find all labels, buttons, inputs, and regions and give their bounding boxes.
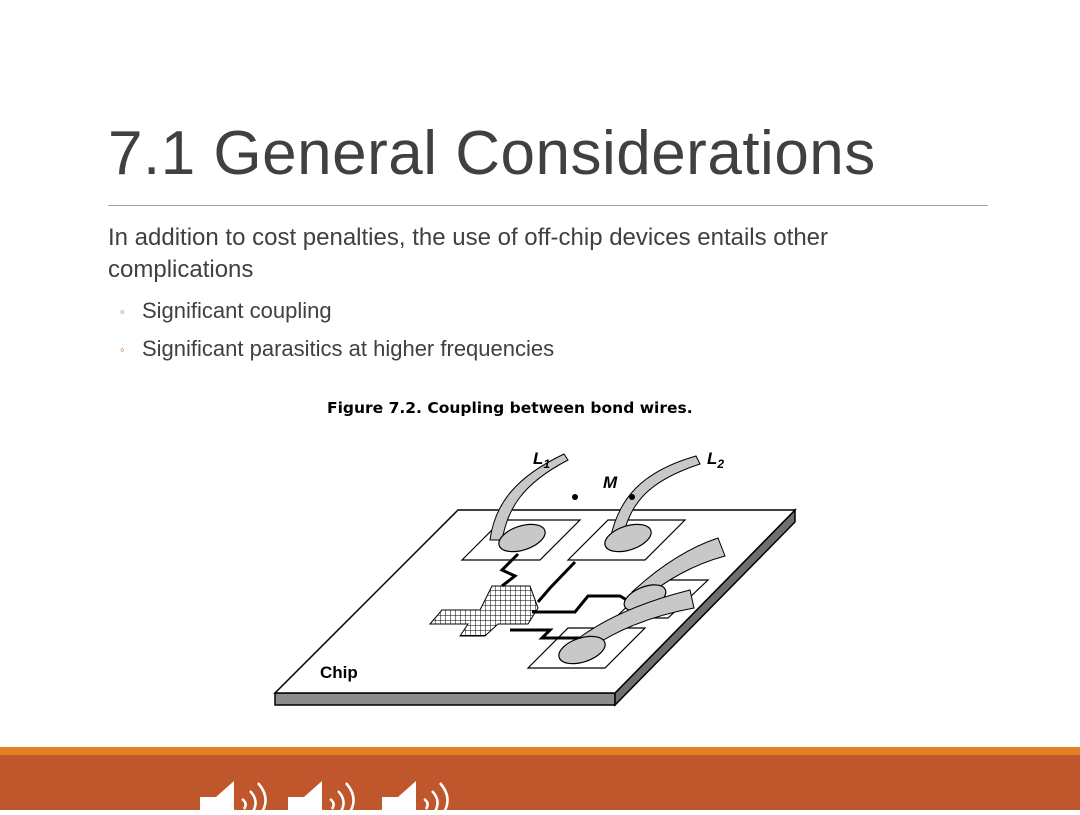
body-text: In addition to cost penalties, the use of off-chip devices entails other complications [108,224,828,283]
label-l2: $L_2$ [707,449,725,471]
coupling-dot [629,494,635,500]
footer-accent [0,747,1080,755]
bullet-marker: ◦ [120,303,125,319]
bullet-item [120,292,554,330]
footer-bar [0,755,1080,810]
bullet-marker: ◦ [120,341,125,357]
bond-wire-figure [270,440,810,715]
bullet-text: Significant coupling [142,298,332,323]
label-chip: Chip [320,663,358,682]
bullet-text: Significant parasitics at higher frequencies [142,336,555,361]
label-l1: $L_1$ [533,449,551,471]
coupling-dot [572,494,578,500]
figure-caption: Figure 7.2. Coupling between bond wires. [327,399,693,417]
title-divider [108,205,988,206]
bullet-item [120,330,554,368]
slide-title: 7.1 General Considerations [108,119,876,188]
speaker-icon[interactable] [286,775,368,815]
label-m: M [603,473,618,492]
speaker-icon[interactable] [198,775,280,815]
bullet-list [120,292,554,368]
speaker-icon[interactable] [380,775,462,815]
chip-side [275,693,615,705]
